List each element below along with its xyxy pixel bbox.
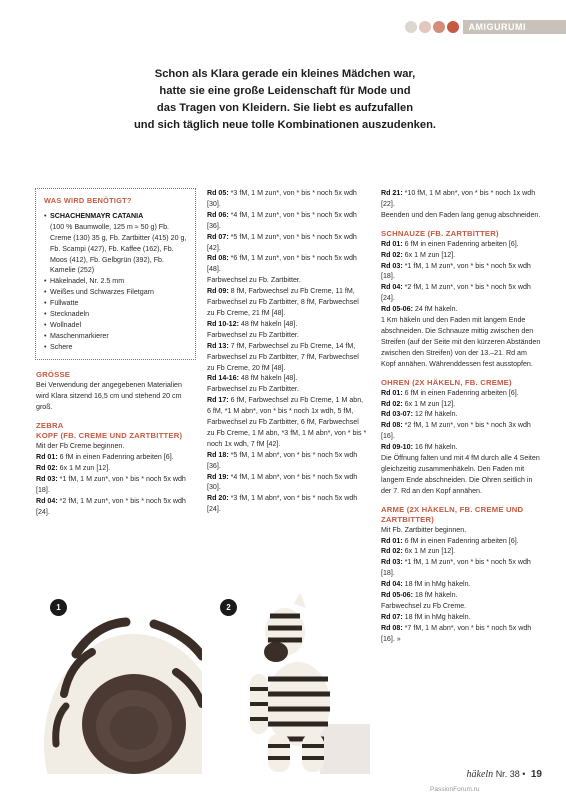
page-footer: [467, 769, 542, 780]
pattern-note: Beenden und den Faden lang genug abschneiden.: [381, 210, 541, 219]
pattern-note: Farbwechsel zu Fb Zartbitter.: [207, 330, 299, 339]
pattern-row: Rd 04: *2 fM, 1 M zun*, von * bis * noch 5x wdh [24].: [381, 283, 531, 303]
pattern-row: Rd 08: *6 fM, 1 M zun*, von * bis * noch 5x wdh [48].: [207, 254, 357, 274]
materials-list: [44, 211, 187, 353]
pattern-row: Rd 05-06: 18 fM häkeln.: [381, 591, 458, 600]
pattern-row: Rd 09-10: 16 fM häkeln.: [381, 443, 458, 452]
pattern-row: Rd 08: *2 fM, 1 M zun*, von * bis * noch 3x wdh [16].: [381, 421, 531, 441]
photo-zebra-body: [210, 594, 370, 774]
pattern-row: Rd 13: 7 fM, Farbwechsel zu Fb Creme, 14 fM, Farbwechsel zu Fb Zartbitter, 7 fM, Farbwechsel zu Fb Creme, 20 fM [48].: [207, 341, 359, 372]
pattern-row: Rd 09: 8 fM, Farbwechsel zu Fb Creme, 11 fM, Farbwechsel zu Fb Zartbitter, 8 fM, Farbwechsel zu Fb Creme, 21 fM [48].: [207, 287, 359, 317]
schnauze-heading: SCHNAUZE (FB. ZARTBITTER): [381, 228, 499, 238]
pattern-row: Rd 18: *5 fM, 1 M abn*, von * bis * noch 5x wdh [36].: [207, 450, 358, 470]
intro-line: hatte sie eine große Leidenschaft für Mode und: [159, 85, 411, 97]
zebra-body-illustration: [210, 594, 370, 774]
pattern-row: Rd 10-12: 48 fM häkeln [48].: [207, 319, 298, 328]
intro-line: und sich täglich neue tolle Kombinationen auszudenken.: [133, 119, 437, 131]
pattern-row: Rd 17: 6 fM, Farbwechsel zu Fb Creme, 1 M abn, 6 fM, *1 M abn*, von * bis * noch 1x wdh, 5 fM, Farbwechsel zu Fb Zartbitter, 6 fM, Farbwechsel zu Fb Creme, 1 M abn, *3 fM, 1 M abn*, von * bis * noch 1x wdh, 7 fM [42].: [207, 396, 367, 448]
pattern-row: Rd 03-07: 12 fM häkeln.: [381, 410, 458, 419]
pattern-row: Rd 07: 18 fM in hMg häkeln.: [381, 612, 471, 621]
groesse-text: Bei Verwendung der angegebenen Materialien wird Klara sitzend 16,5 cm und stehend 20 cm groß.: [36, 380, 182, 411]
pattern-row: Rd 03: *1 fM, 1 M zun*, von * bis * noch 5x wdh [18].: [381, 261, 531, 281]
photo-zebra-head: [36, 594, 202, 774]
materials-item: • Wollnadel: [44, 320, 187, 331]
issue-number: Nr. 38 •: [495, 769, 526, 779]
chapter-dot-3: [433, 21, 445, 33]
pattern-row: Rd 05: *3 fM, 1 M zun*, von * bis * noch 5x wdh [30].: [207, 189, 357, 208]
pattern-row: Rd 20: *3 fM, 1 M abn*, von * bis * noch 5x wdh [24].: [207, 494, 358, 514]
pattern-row: Rd 01: 6 fM in einen Fadenring arbeiten [6].: [36, 453, 174, 462]
materials-item: • Häkelnadel, Nr. 2.5 mm: [44, 276, 187, 287]
pattern-row: Rd 02: 6x 1 M zun [12].: [381, 399, 456, 408]
zebra-head-illustration: [36, 594, 202, 774]
materials-item: • Schere: [44, 342, 187, 353]
pattern-row: Rd 01: 6 fM in einen Fadenring arbeiten [6].: [381, 536, 519, 545]
column-1: [36, 188, 196, 518]
photo-number-2: 2: [220, 599, 237, 616]
pattern-row: Rd 02: 6x 1 M zun [12].: [36, 464, 111, 473]
pattern-note: Die Öffnung falten und mit 4 fM durch alle 4 Seiten gleichzeitig zusammenhäkeln. Den Faden mit langem Ende abschneiden. Die Ohren seitlich in der 7. Rd an den Kopf annähen.: [381, 454, 540, 495]
groesse-heading: GRÖSSE: [36, 369, 71, 379]
pattern-row: Rd 14-16: 48 fM häkeln [48].: [207, 374, 298, 383]
pattern-row: Rd 04: *2 fM, 1 M zun*, von * bis * noch 5x wdh [24].: [36, 496, 186, 516]
pattern-row: Rd 03: *1 fM, 1 M zun*, von * bis * noch 5x wdh [18].: [36, 475, 186, 495]
section-header: [405, 20, 566, 34]
section-tab: AMIGURUMI: [463, 20, 566, 34]
magazine-brand: häkeln: [466, 769, 494, 780]
watermark: PassionForum.ru: [430, 786, 480, 793]
chapter-dot-1: [405, 21, 417, 33]
zebra-heading: ZEBRA: [36, 421, 64, 431]
materials-item: • Stecknadeln: [44, 309, 187, 320]
ohren-heading: OHREN (2X HÄKELN, FB. CREME): [381, 377, 512, 387]
chapter-dots: [405, 21, 459, 33]
photo-number-1: 1: [50, 599, 67, 616]
materials-item: [44, 211, 187, 276]
pattern-row: Rd 01: 6 fM in einen Fadenring arbeiten [6].: [381, 239, 519, 248]
pattern-row: Rd 04: 18 fM in hMg häkeln.: [381, 580, 471, 589]
chapter-dot-2: [419, 21, 431, 33]
pattern-row: Rd 01: 6 fM in einen Fadenring arbeiten [6].: [381, 388, 519, 397]
materials-item: • Maschenmarkierer: [44, 331, 187, 342]
pattern-row: Rd 07: *5 fM, 1 M zun*, von * bis * noch 5x wdh [42].: [207, 232, 357, 252]
materials-box: [35, 188, 196, 360]
intro-line: das Tragen von Kleidern. Sie liebt es aufzufallen: [156, 102, 414, 114]
pattern-note: Farbwechsel zu Fb. Zartbitter.: [207, 276, 301, 285]
pattern-note: Mit der Fb Creme beginnen.: [36, 442, 125, 451]
pattern-row: Rd 08: *7 fM, 1 M abn*, von * bis * noch 5x wdh [16]. »: [381, 623, 532, 643]
yarn-name: SCHACHENMAYR CATANIA: [50, 211, 144, 220]
column-2: [207, 188, 367, 515]
pattern-row: Rd 21: *10 fM, 1 M abn*, von * bis * noch 1x wdh [22].: [381, 189, 536, 208]
pattern-note: Farbwechsel zu Fb Creme.: [381, 602, 467, 610]
pattern-row: Rd 06: *4 fM, 1 M zun*, von * bis * noch 5x wdh [36].: [207, 210, 357, 230]
pattern-note: Mit Fb. Zartbitter beginnen.: [381, 525, 467, 534]
pattern-note: 1 Km häkeln und den Faden mit langem Ende abschneiden. Die Schnauze mittig zwischen den Streifen (auf der Seite mit den kürzeren Abständen zwischen den Streifen) von der 13.–21. Rd am Kopf annähen. Währenddessen fest ausstopfen.: [381, 316, 541, 368]
intro-line: Schon als Klara gerade ein kleines Mädchen war,: [154, 68, 416, 80]
page-number: 19: [530, 769, 542, 780]
column-3: [381, 188, 541, 645]
pattern-row: Rd 19: *4 fM, 1 M abn*, von * bis * noch 5x wdh [30].: [207, 472, 358, 492]
chapter-dot-4: [447, 21, 459, 33]
materials-item: • Füllwatte: [44, 298, 187, 309]
intro-text: [95, 66, 475, 134]
pattern-row: Rd 02: 6x 1 M zun [12].: [381, 547, 456, 556]
pattern-row: Rd 03: *1 fM, 1 M zun*, von * bis * noch 5x wdh [18].: [381, 558, 531, 578]
arme-heading: ARME (2X HÄKELN, FB. CREME UND ZARTBITTER): [381, 504, 524, 524]
yarn-detail: (100 % Baumwolle, 125 m ≈ 50 g) Fb. Creme (130) 35 g, Fb. Zartbitter (415) 20 g, Fb. Scampi (427), Fb. Kaffee (162), Fb. Moos (412), Fb. Gelbgrün (392), Fb. Kamelie (252): [50, 222, 187, 275]
pattern-row: Rd 05-06: 24 fM häkeln.: [381, 305, 458, 314]
kopf-heading: KOPF (FB. CREME UND ZARTBITTER): [36, 431, 183, 441]
materials-item: • Weißes und Schwarzes Filetgarn: [44, 287, 187, 298]
materials-title: WAS WIRD BENÖTIGT?: [44, 196, 132, 205]
pattern-note: Farbwechsel zu Fb Zartbitter.: [207, 385, 299, 394]
pattern-row: Rd 02: 6x 1 M zun [12].: [381, 250, 456, 259]
